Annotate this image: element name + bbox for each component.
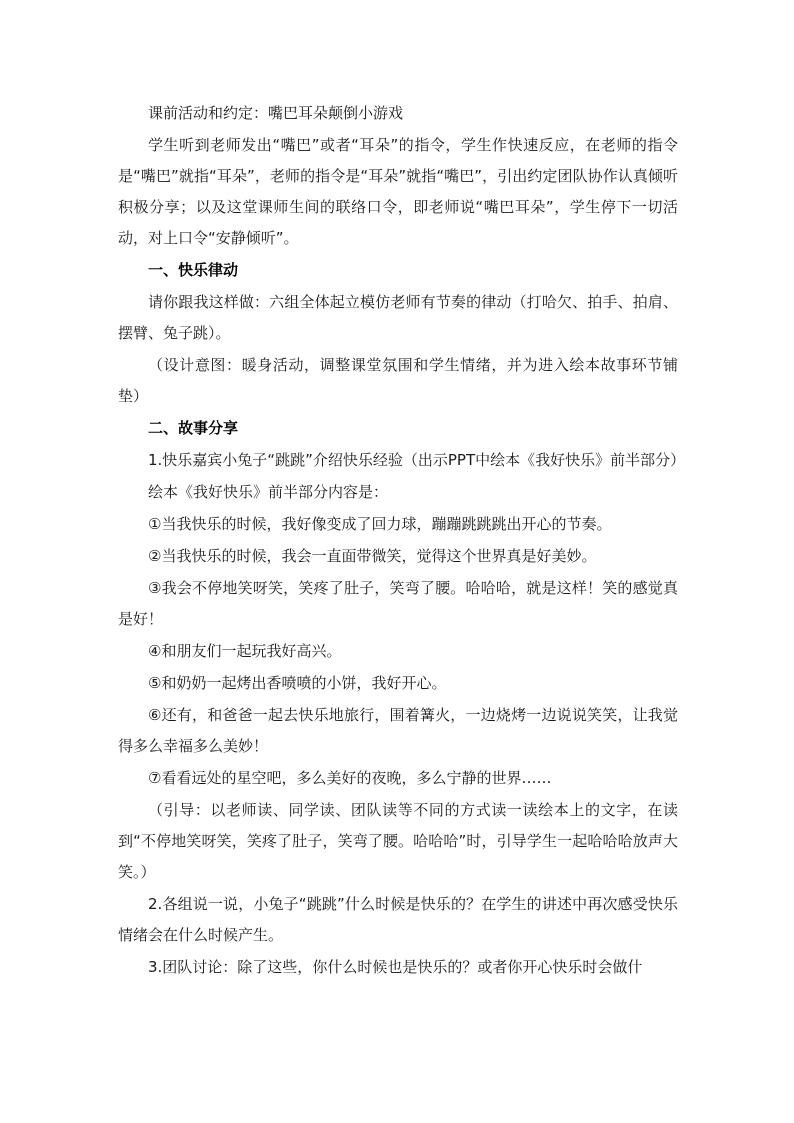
story-line-5: ⑤和奶奶一起烤出香喷喷的小饼，我好开心。 bbox=[148, 674, 447, 692]
story-content-intro: 绘本《我好快乐》前半部分内容是： bbox=[148, 483, 389, 501]
rhythm-design-intent: （设计意图：暖身活动，调整课堂氛围和学生情绪，并为进入绘本故事环节铺垫） bbox=[118, 356, 678, 405]
story-line-3: ③我会不停地笑呀笑，笑疼了肚子，笑弯了腰。哈哈哈，就是这样！笑的感觉真是好！ bbox=[118, 579, 678, 628]
pre-class-activity-description: 学生听到老师发出“嘴巴”或者“耳朵”的指令，学生作快速反应，在老师的指令是“嘴巴”就指“耳朵”，老师的指令是“耳朵”就指“嘴巴”，引出约定团队协作认真倾听积极分享；以及这堂课师生间的联络口令，即老师说“嘴巴耳朵”，学生停下一切活动，对上口令“安静倾听”。 bbox=[118, 136, 678, 247]
pre-class-activity-title: 课前活动和约定：嘴巴耳朵颠倒小游戏 bbox=[148, 104, 404, 122]
story-line-2: ②当我快乐的时候，我会一直面带微笑，觉得这个世界真是好美妙。 bbox=[148, 547, 597, 565]
reading-guidance: （引导：以老师读、同学读、团队读等不同的方式读一读绘本上的文字，在读到“不停地笑呀笑，笑疼了肚子，笑弯了腰。哈哈哈”时，引导学生一起哈哈哈放声大笑。） bbox=[118, 801, 678, 881]
document-body bbox=[118, 98, 686, 984]
rhythm-instruction: 请你跟我这样做：六组全体起立模仿老师有节奏的律动（打哈欠、拍手、拍肩、摆臂、兔子跳）。 bbox=[118, 293, 678, 342]
story-step-2: 2.各组说一说，小兔子“跳跳”什么时候是快乐的？在学生的讲述中再次感受快乐情绪会在什么时候产生。 bbox=[118, 895, 678, 944]
story-step-3: 3.团队讨论：除了这些，你什么时候也是快乐的？或者你开心快乐时会做什 bbox=[148, 958, 643, 976]
story-line-4: ④和朋友们一起玩我好高兴。 bbox=[148, 642, 342, 660]
story-line-6: ⑥还有，和爸爸一起去快乐地旅行，围着篝火，一边烧烤一边说说笑笑，让我觉得多么幸福多么美妙！ bbox=[118, 706, 678, 755]
story-line-7: ⑦看看远处的星空吧，多么美好的夜晚，多么宁静的世界…… bbox=[148, 769, 552, 787]
section-heading-story-sharing: 二、故事分享 bbox=[148, 419, 239, 437]
section-heading-happy-rhythm: 一、快乐律动 bbox=[148, 261, 239, 279]
story-step-1: 1.快乐嘉宾小兔子“跳跳”介绍快乐经验（出示PPT中绘本《我好快乐》前半部分） bbox=[148, 451, 686, 469]
story-line-1: ①当我快乐的时候，我好像变成了回力球，蹦蹦跳跳跳出开心的节奏。 bbox=[148, 515, 612, 533]
